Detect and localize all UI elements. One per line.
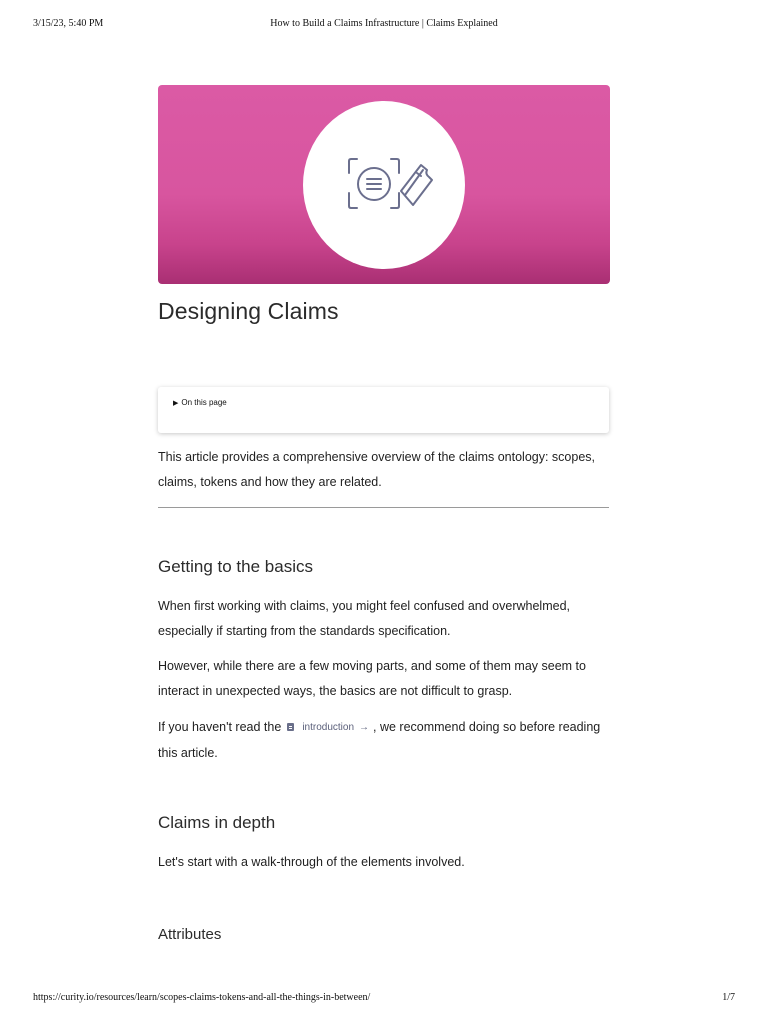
arrow-right-icon: → xyxy=(359,722,370,733)
link-paragraph-after: , we recommend doing so before reading this article. xyxy=(158,720,601,760)
print-page-title: How to Build a Claims Infrastructure | Claims Explained xyxy=(270,18,498,29)
print-url: https://curity.io/resources/learn/scopes-claims-tokens-and-all-the-things-in-between/ xyxy=(33,992,371,1003)
print-page-number: 1/7 xyxy=(722,992,735,1003)
basics-paragraph-2: However, while there are a few moving parts, and some of them may seem to interact in unexpected ways, the basics are not difficult to grasp. xyxy=(158,659,586,698)
toc-label: On this page xyxy=(181,398,227,407)
document-icon xyxy=(287,723,294,731)
hero-banner xyxy=(158,85,610,284)
basics-paragraph-3 xyxy=(158,715,613,765)
toc-toggle[interactable] xyxy=(173,398,227,407)
triangle-right-icon: ▶ xyxy=(173,400,179,407)
introduction-link-text[interactable]: introduction xyxy=(302,722,355,733)
print-footer xyxy=(0,992,768,1006)
intro-paragraph: This article provides a comprehensive overview of the claims ontology: scopes, claims, tokens and how they are related. xyxy=(158,450,596,489)
print-header xyxy=(0,18,768,32)
print-datetime: 3/15/23, 5:40 PM xyxy=(33,18,104,29)
link-paragraph-before: If you haven't read the xyxy=(158,720,282,734)
claims-paragraph-1: Let's start with a walk-through of the elements involved. xyxy=(158,855,465,869)
heading-claims-in-depth: Claims in depth xyxy=(158,813,276,832)
introduction-link[interactable] xyxy=(287,716,369,741)
page-title: Designing Claims xyxy=(158,298,339,324)
scan-document-ticket-icon xyxy=(343,151,437,215)
basics-paragraph-1: When first working with claims, you might feel confused and overwhelmed, especially if starting from the standards specification. xyxy=(158,599,570,638)
hero-icon-circle xyxy=(303,101,465,269)
heading-attributes: Attributes xyxy=(158,926,222,943)
on-this-page-toc[interactable] xyxy=(158,387,609,433)
heading-getting-to-the-basics: Getting to the basics xyxy=(158,557,313,576)
section-divider xyxy=(158,507,609,508)
